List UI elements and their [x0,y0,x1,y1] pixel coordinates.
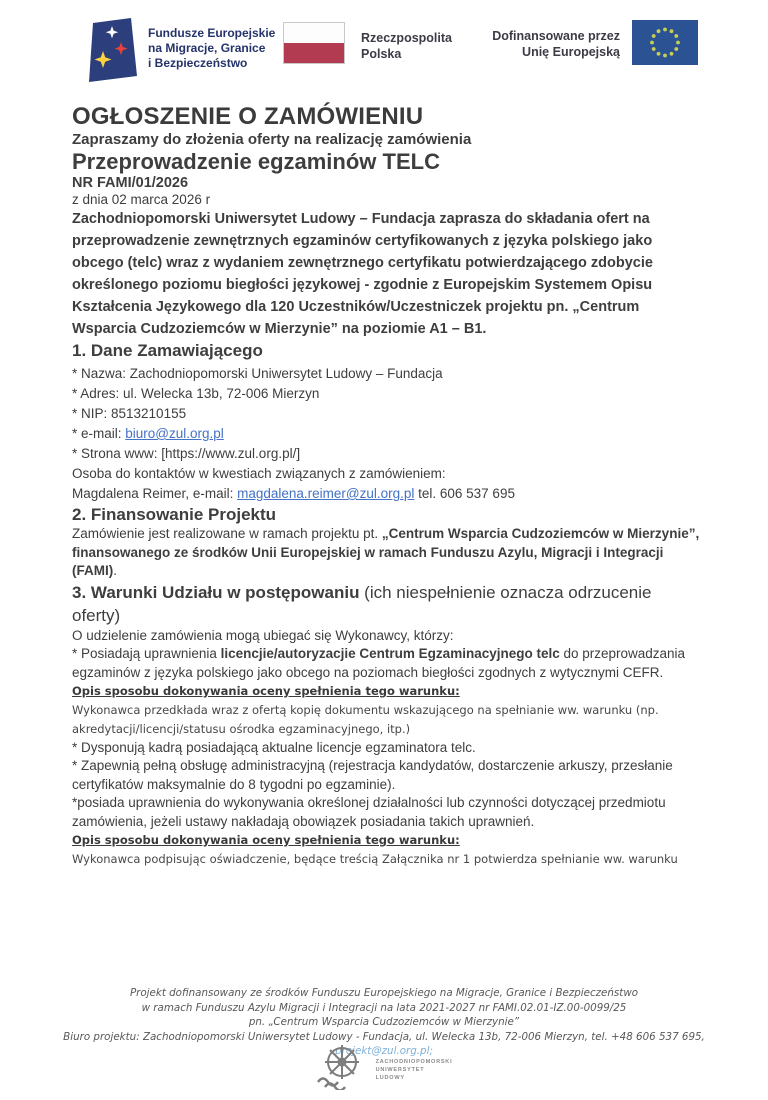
buyer-email-line [72,424,702,444]
section2-heading: 2. Finansowanie Projektu [72,505,277,524]
buyer-address: * Adres: ul. Welecka 13b, 72-006 Mierzyn [72,386,320,401]
poland-flag-icon [283,22,345,64]
requirement-1-bold: licencjie/autoryzacjie Centrum Egzaminacyjnego telc [220,646,560,661]
section3-heading-note: (ich niespełnienie oznacza odrzucenie oferty) [72,582,652,625]
contact-intro: Osoba do kontaktów w kwestiach związanych z zamówieniem: [72,466,446,481]
document-body [72,103,702,869]
footer-line-2: w ramach Funduszu Azylu Migracji i Integracji na lata 2021-2027 nr FAMI.02.01-IZ.00-0099/25 [141,1001,627,1014]
footer-email-link[interactable]: projekt@zul.org.pl; [335,1045,433,1057]
order-subject: Przeprowadzenie egzaminów TELC [72,149,440,174]
section2-project-name: „Centrum Wsparcia Cudzoziemców w Mierzynie”, finansowanego ze środków Unii Europejskiej w ramach Funduszu Azylu, Migracji i Integracji (FAMI) [72,526,700,578]
section3-intro: O udzielenie zamówienia mogą ubiegać się Wykonawcy, którzy: [72,627,454,643]
buyer-website: * Strona www: [https://www.zul.org.pl/] [72,446,301,461]
buyer-email-label: * e-mail: [72,426,126,441]
contact-name: Magdalena Reimer, e-mail: [72,486,238,501]
contact-phone: tel. 606 537 695 [414,486,515,501]
poland-logo-label: Rzeczpospolita Polska [361,31,452,61]
requirement-2: * Dysponują kadrą posiadającą aktualne licencje egzaminatora telc. [72,739,476,755]
section3-heading-main: 3. Warunki Udziału w postępowaniu [72,582,360,602]
contact-email-link[interactable]: magdalena.reimer@zul.org.pl [237,486,415,501]
zul-logo-label: ZACHODNIOPOMORSKI UNIWERSYTET LUDOWY [375,1058,453,1081]
requirement-3: * Zapewnią pełną obsługę administracyjną (rejestracja kandydatów, dostarczenie arkuszy, przesłanie certyfikatów maksymalnie do 8 tygodni po egzaminie). [72,758,673,792]
footer-line-4: Biuro projektu: Zachodniopomorski Uniwersytet Ludowy - Fundacja, ul. Welecka 13b, 72-006 Mierzyn, tel. +48 606 537 695, [63,1030,705,1043]
eu-cofunded-logo [492,20,698,70]
order-date: z dnia 02 marca 2026 r [72,192,211,207]
section2-period: . [113,563,118,578]
eu-cofunded-label: Dofinansowane przez Unię Europejską [492,29,620,59]
requirement-1-post: do przeprowadzania egzaminów z języka polskiego jako obcego na poziomach biegłości zgodnych z wytycznymi CEFR. [72,646,686,680]
requirement-1-pre: * Posiadają uprawnienia [72,646,221,661]
assessment-text-2: Wykonawca podpisując oświadczenie, będące treścią Załącznika nr 1 potwierdza spełnianie ww. warunku [72,851,678,866]
contact-line [72,484,702,504]
section3-body [72,627,702,869]
eu-funds-logo [86,18,275,87]
section2-text: Zamówienie jest realizowane w ramach projektu pt. [72,526,382,541]
buyer-name: * Nazwa: Zachodniopomorski Uniwersytet Ludowy – Fundacja [72,366,443,381]
eu-funds-logo-label: Fundusze Europejskie na Migracje, Granice i Bezpieczeństwo [148,26,276,70]
page-title: OGŁOSZENIE O ZAMÓWIENIU [72,103,424,130]
eu-funds-flag-icon [86,18,138,87]
footer-line-1: Projekt dofinansowany ze środków Funduszu Europejskiego na Migracje, Granice i Bezpieczeństwo [129,987,639,999]
footer-line-3: pn. „Centrum Wsparcia Cudzoziemców w Mierzynie” [248,1016,520,1028]
buyer-email-link[interactable]: biuro@zul.org.pl [125,426,224,441]
eu-flag-icon [632,20,698,70]
poland-logo [283,22,452,64]
mill-wheel-icon [316,1044,368,1095]
assessment-heading-1: Opis sposobu dokonywania oceny spełnienia tego warunku: [72,684,460,698]
zul-logo [0,1044,768,1095]
buyer-nip: * NIP: 8513210155 [72,406,187,421]
intro-paragraph: Zachodniopomorski Uniwersytet Ludowy – Fundacja zaprasza do składania ofert na przeprowadzenie zewnętrznych egzaminów certyfikowanych z języka polskiego jako obcego (telc) wraz z wydaniem zewnętrznego certyfikatu potwierdzającego zdobycie określonego poziomu biegłości językowej - zgodnie z Europejskim Systemem Opisu Kształcenia Językowego dla 120 Uczestników/Uczestniczek projektu pn. „Centrum Wsparcia Cudzoziemców w Mierzynie” na poziomie A1 – B1. [72,211,653,337]
order-number: NR FAMI/01/2026 [72,175,189,191]
requirement-1 [72,645,702,682]
assessment-heading-2: Opis sposobu dokonywania oceny spełnienia tego warunku: [72,833,460,847]
assessment-text-1: Wykonawca przedkłada wraz z ofertą kopię dokumentu wskazującego na spełnianie ww. warunku (np. akredytacji/licencji/statusu ośrodka egzaminacyjnego, itp.) [72,702,659,736]
requirement-4: *posiada uprawnienia do wykonywania określonej działalności lub czynności dotyczącej przedmiotu zamówienia, jeżeli ustawy nakładają obowiązek posiadania takich uprawnień. [72,795,666,829]
invitation-line: Zapraszamy do złożenia oferty na realizację zamówienia [72,131,472,148]
section3-heading [72,581,702,627]
section2-paragraph [72,525,702,581]
section1-heading: 1. Dane Zamawiającego [72,341,263,360]
section1-details [72,364,702,504]
